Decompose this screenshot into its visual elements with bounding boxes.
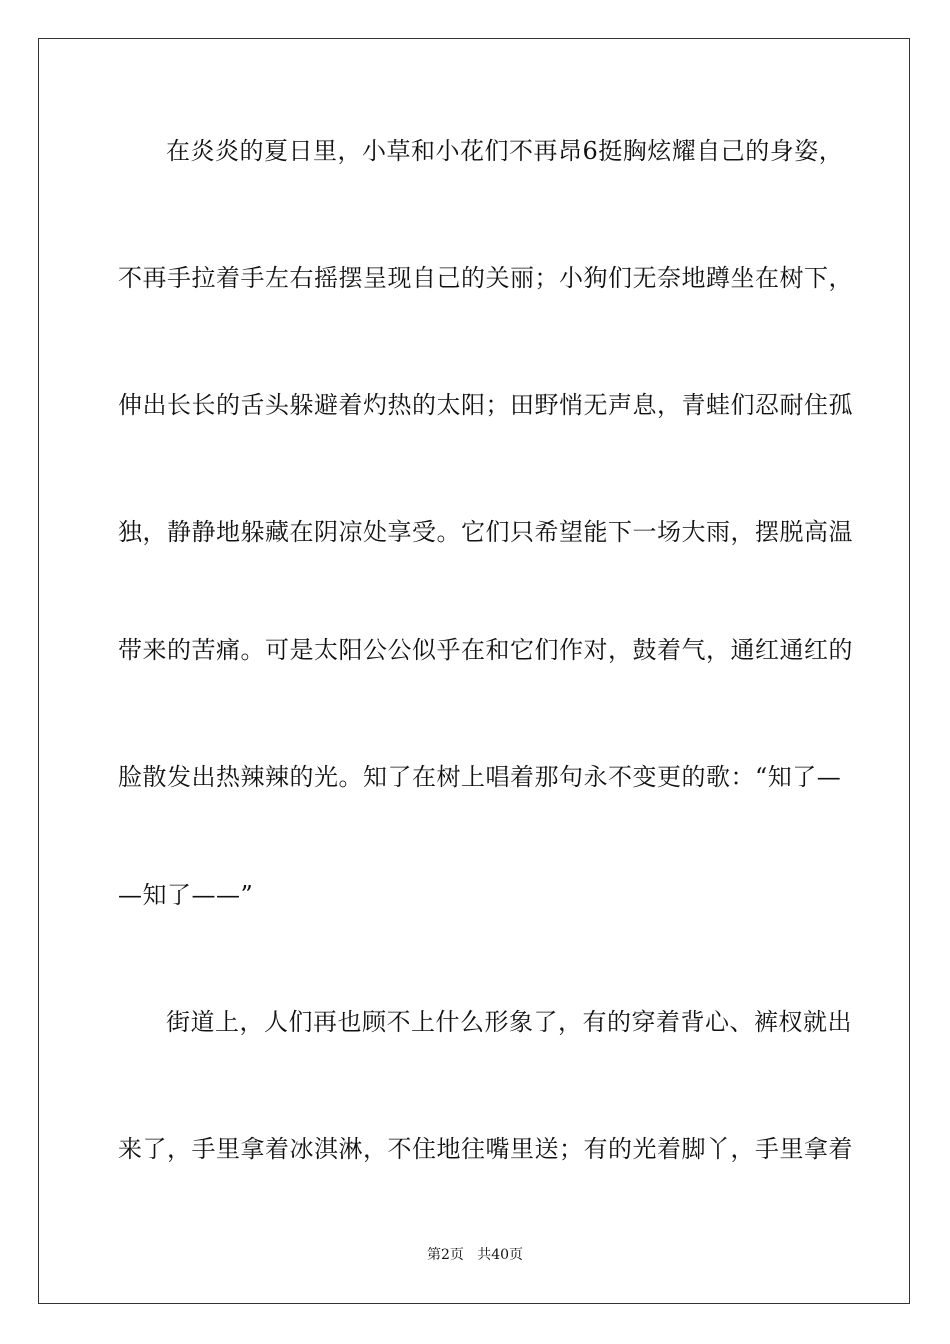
paragraph-1-line-2: 不再手拉着手左右摇摆呈现自己的关丽；小狗们无奈地蹲坐在树下， bbox=[118, 264, 853, 292]
page-number-footer: 第2页 共40页 bbox=[426, 1247, 524, 1263]
paragraph-1-line-4: 独，静静地躲藏在阴凉处享受。它们只希望能下一场大雨，摆脱高温 bbox=[118, 518, 853, 546]
paragraph-1-line-7: —知了——” bbox=[118, 881, 254, 909]
paragraph-1-line-5: 带来的苦痛。可是太阳公公似乎在和它们作对，鼓着气，通红通红的 bbox=[118, 636, 853, 664]
paragraph-1-line-3: 伸出长长的舌头躲避着灼热的太阳；田野悄无声息，青蛙们忍耐住孤 bbox=[118, 391, 853, 419]
paragraph-1-line-1: 在炎炎的夏日里，小草和小花们不再昂6挺胸炫耀自己的身姿， bbox=[166, 137, 844, 165]
paragraph-2-line-2: 来了，手里拿着冰淇淋，不住地往嘴里送；有的光着脚丫，手里拿着 bbox=[118, 1135, 853, 1163]
page-border bbox=[38, 38, 910, 1304]
paragraph-2-line-1: 街道上，人们再也顾不上什么形象了，有的穿着背心、裤杈就出 bbox=[166, 1008, 852, 1036]
paragraph-1-line-6: 脸散发出热辣辣的光。知了在树上唱着那句永不变更的歌：“知了— bbox=[118, 763, 842, 791]
